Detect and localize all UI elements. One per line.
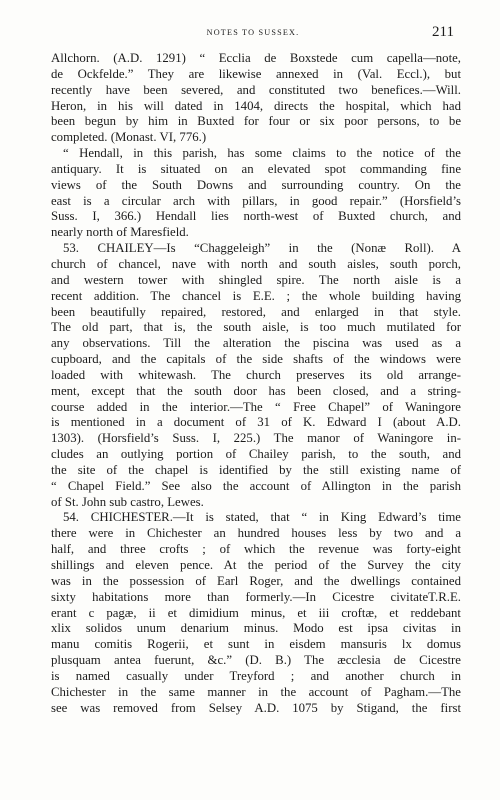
text-line: de Ockfelde.” They are likewise annexed in (Val. Eccl.), but [51,66,461,81]
text-line: shillings and eleven pence. At the period of the Survey the city [51,558,461,572]
text-line: ment, except that the south door has been closed, and a string- [51,383,461,398]
text-line: of St. John sub castro, Lewes. [51,494,204,509]
running-title: NOTES TO SUSSEX. [206,28,300,37]
text-line: nearly north of Maresfield. [51,225,189,240]
text-line: Chichester in the same manner in the account of Pagham.—The [51,684,461,699]
text-line: xlix solidos unum denarium minus. Modo est ipsa civitas in [51,621,461,636]
text-line: was in the possession of Earl Roger, and the dwellings contained [51,573,461,588]
text-line: Allchorn. (A.D. 1291) “ Ecclia de Boxstede cum capella—note, [51,51,461,65]
text-line: see was removed from Selsey A.D. 1075 by Stigand, the first [51,700,461,715]
paragraph-chailey [51,241,461,510]
text-line: manu comitis Rogerii, et sunt in eisdem mansuris lx domus [51,637,461,652]
paragraph-chichester [51,510,461,716]
body-text [51,51,461,716]
text-line: “ Hendall, in this parish, has some claims to the notice of the [63,146,461,161]
text-line: recently have been severed, and constituted two benefices.—Will. [51,82,461,97]
text-line: been begun by him in Buxted for four or six poor persons, to be [51,114,461,129]
paragraph-buxted-continued [51,51,461,146]
text-line: cludes an outlying portion of Chailey parish, to the south, and [51,447,461,462]
text-line: east is a circular arch with pillars, in good repair.” (Horsfield’s [51,193,461,208]
text-line: sixty habitations more than formerly.—In Cicestre civitateT.R.E. [51,589,461,604]
paragraph-hendall [51,146,461,241]
page-number: 211 [432,24,454,40]
text-line: church of chancel, nave with north and south aisles, south porch, [51,256,461,271]
text-line: 54. CHICHESTER.—It is stated, that “ in King Edward’s time [63,510,461,525]
text-line: 53. CHAILEY—Is “Chaggeleigh” in the (Nonæ Roll). A [63,241,461,256]
text-line: half, and three crofts ; of which the revenue was forty-eight [51,542,461,557]
text-line: Heron, in his will dated in 1404, directs the hospital, which had [51,98,461,113]
text-line: the site of the chapel is identified by the still existing name of [51,462,461,477]
text-line: The old part, that is, the south aisle, is too much mutilated for [51,320,461,335]
text-line: “ Chapel Field.” See also the account of Allington in the parish [51,478,461,493]
text-line: any observations. Till the alteration the piscina was used as a [51,336,461,351]
text-line: is mentioned in a document of 31 of K. Edward I (about A.D. [51,415,461,430]
text-line: course added in the interior.—The “ Free Chapel” of Waningore [51,399,461,414]
text-line: antiquary. It is situated on an elevated spot commanding fine [51,161,461,176]
text-line: is named casually under Treyford ; and another church in [51,668,461,683]
text-line: views of the South Downs and surrounding country. On the [51,177,461,192]
text-line: completed. (Monast. VI, 776.) [51,130,207,145]
text-line: recent addition. The chancel is E.E. ; the whole building having [51,288,461,303]
text-line: cupboard, and the capitals of the side shafts of the windows were [51,352,461,367]
running-head [52,24,454,42]
text-line: been beautifully repaired, restored, and enlarged in that style. [51,304,461,319]
text-line: plusquam antea fuerunt, &c.” (D. B.) The æcclesia de Cicestre [51,653,461,668]
text-line: and western tower with shingled spire. The north aisle is a [51,272,461,287]
text-line: loaded with whitewash. The church preserves its old arrange- [51,367,461,382]
text-line: Suss. I, 366.) Hendall lies north-west of Buxted church, and [51,209,461,224]
text-line: there were in Chichester an hundred houses less by two and a [51,526,461,541]
text-line: erant c pagæ, ii et dimidium minus, et iii croftæ, et reddebant [51,605,461,620]
text-line: 1303). (Horsfield’s Suss. I, 225.) The manor of Waningore in- [51,431,461,446]
